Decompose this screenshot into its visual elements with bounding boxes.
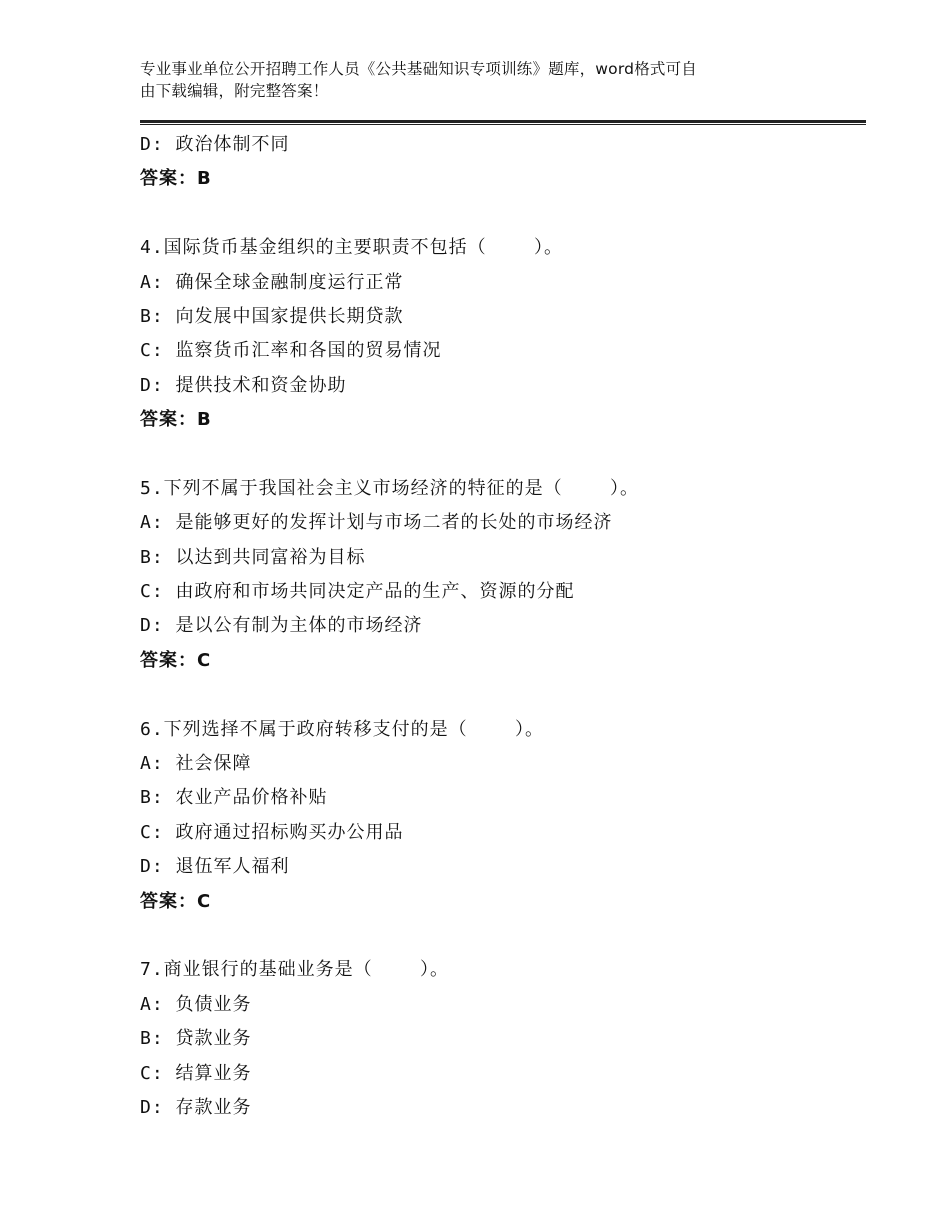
option-d: D: 是以公有制为主体的市场经济 — [140, 615, 423, 637]
answer: 答案：B — [140, 168, 212, 190]
question-stem: 7.商业银行的基础业务是（ ）。 — [140, 959, 450, 981]
option-d: D: 政治体制不同 — [140, 134, 290, 155]
question-stem: 5.下列不属于我国社会主义市场经济的特征的是（ ）。 — [140, 477, 640, 499]
header-divider — [140, 120, 866, 125]
option-a: A: 负债业务 — [140, 993, 252, 1015]
option-d: D: 退伍军人福利 — [140, 856, 290, 878]
option-a: A: 确保全球金融制度运行正常 — [140, 271, 404, 293]
option-b: B: 向发展中国家提供长期贷款 — [140, 305, 404, 327]
answer: 答案：C — [140, 649, 212, 671]
page-header — [140, 58, 820, 102]
option-c: C: 由政府和市场共同决定产品的生产、资源的分配 — [140, 581, 575, 603]
header-line-2: 由下载编辑，附完整答案！ — [140, 82, 329, 100]
option-b: B: 农业产品价格补贴 — [140, 787, 328, 809]
answer: 答案：B — [140, 409, 212, 431]
spacer — [140, 919, 866, 953]
option-b: B: 贷款业务 — [140, 1028, 252, 1050]
option-a: A: 是能够更好的发挥计划与市场二者的长处的市场经济 — [140, 512, 613, 534]
question-4 — [140, 231, 866, 437]
option-c: C: 监察货币汇率和各国的贸易情况 — [140, 340, 442, 362]
spacer — [140, 197, 866, 231]
spacer — [140, 438, 866, 472]
spacer — [140, 678, 866, 712]
question-stem: 6.下列选择不属于政府转移支付的是（ ）。 — [140, 718, 545, 740]
answer: 答案：C — [140, 890, 212, 912]
question-list — [140, 128, 866, 1125]
question-5 — [140, 472, 866, 678]
question-6 — [140, 713, 866, 919]
question-stem: 4.国际货币基金组织的主要职责不包括（ ）。 — [140, 237, 564, 259]
option-c: C: 政府通过招标购买办公用品 — [140, 821, 404, 843]
option-d: D: 存款业务 — [140, 1096, 252, 1118]
option-d: D: 提供技术和资金协助 — [140, 374, 347, 396]
option-c: C: 结算业务 — [140, 1062, 252, 1084]
question-7 — [140, 953, 866, 1125]
option-a: A: 社会保障 — [140, 753, 252, 775]
option-b: B: 以达到共同富裕为目标 — [140, 546, 366, 568]
header-line-1: 专业事业单位公开招聘工作人员《公共基础知识专项训练》题库，word格式可自 — [140, 60, 698, 78]
